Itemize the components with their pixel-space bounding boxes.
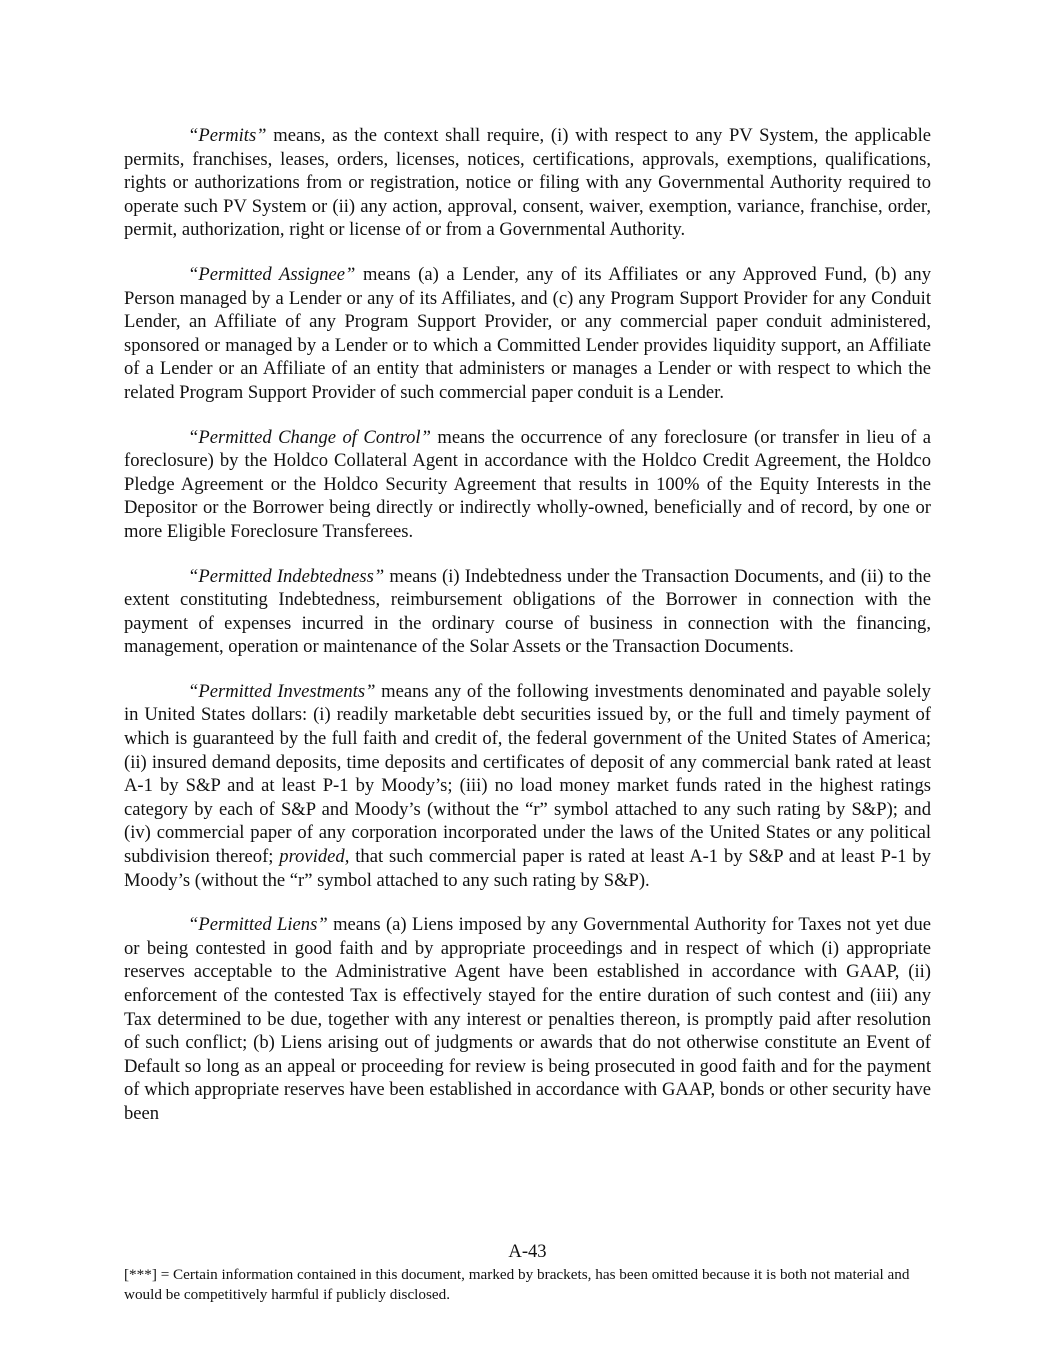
proviso-text: provided,	[279, 846, 350, 868]
definition-text: means (i) Indebtedness under the Transaction Documents, and (ii) to the extent constituting Indebtedness, reimbursement obligations of the Borrower in connection with the payment of expenses incurred in the ordinary course of business in connection with the financing, management, operation or maintenance of the Solar Assets or the Transaction Documents.	[124, 565, 931, 658]
defined-term: “Permitted Indebtedness”	[188, 565, 385, 587]
definition-text: means the occurrence of any foreclosure (or transfer in lieu of a foreclosure) by the Holdco Collateral Agent in accordance with the Holdco Credit Agreement, the Holdco Pledge Agreement or the Holdco Security Agreement that results in 100% of the Equity Interests in the Depositor or the Borrower being directly or indirectly wholly-owned, beneficially and of record, by one or more Eligible Foreclosure Transferees.	[124, 426, 931, 542]
definition-permits	[124, 124, 931, 242]
definition-permitted-liens	[124, 913, 931, 1125]
defined-term: “Permitted Liens”	[188, 914, 328, 936]
definition-permitted-investments	[124, 680, 931, 892]
definition-permitted-assignee	[124, 263, 931, 405]
definition-text-continued: that such commercial paper is rated at least A-1 by S&P and at least P-1 by Moody’s (without the “r” symbol attached to any such rating by S&P).	[124, 846, 931, 891]
defined-term: “Permitted Investments”	[188, 680, 376, 702]
redaction-footnote: [***] = Certain information contained in this document, marked by brackets, has been omitted because it is both not material and would be competitively harmful if publicly disclosed.	[124, 1266, 910, 1303]
definition-text: means, as the context shall require, (i) with respect to any PV System, the applicable permits, franchises, leases, orders, licenses, notices, certifications, approvals, exemptions, qualifications, rights or authorizations from or registration, notice or filing with any Governmental Authority required to operate such PV System or (ii) any action, approval, consent, waiver, exemption, variance, franchise, order, permit, authorization, right or license of or from a Governmental Authority.	[124, 125, 931, 241]
page-number: A-43	[508, 1241, 547, 1262]
definition-text: means any of the following investments denominated and payable solely in United States dollars: (i) readily marketable debt securities issued by, or the full and timely payment of which is guaranteed by the full faith and credit of, the federal government of the United States of America; (ii) insured demand deposits, time deposits and certificates of deposit of any commercial bank rated at least A-1 by S&P and at least P-1 by Moody’s; (iii) no load money market funds rated in the highest ratings category by each of S&P and Moody’s (without the “r” symbol attached to any such rating by S&P); and (iv) commercial paper of any corporation incorporated under the laws of the United States or any political subdivision thereof;	[124, 680, 931, 868]
definition-text: means (a) a Lender, any of its Affiliates or any Approved Fund, (b) any Person managed by a Lender or any of its Affiliates, and (c) any Program Support Provider for any Conduit Lender, an Affiliate of any Program Support Provider, or any commercial paper conduit administered, sponsored or managed by a Lender or to which a Committed Lender provides liquidity support, an Affiliate of a Lender or an Affiliate of an entity that administers or manages a Lender or with respect to which the related Program Support Provider of such commercial paper conduit is a Lender.	[124, 263, 931, 403]
definition-permitted-indebtedness	[124, 565, 931, 659]
definition-permitted-change-of-control	[124, 426, 931, 544]
defined-term: “Permitted Assignee”	[188, 263, 356, 285]
defined-term: “Permitted Change of Control”	[188, 426, 431, 448]
document-body	[124, 124, 931, 1147]
definition-text: means (a) Liens imposed by any Governmental Authority for Taxes not yet due or being contested in good faith and by appropriate proceedings and in respect of which (i) appropriate reserves acceptable to the Administrative Agent have been established in accordance with GAAP, (ii) enforcement of the contested Tax is effectively stayed for the entire duration of such contest and (iii) any Tax determined to be due, together with any interest or penalties thereon, is promptly paid after resolution of such conflict; (b) Liens arising out of judgments or awards that do not otherwise constitute an Event of Default so long as an appeal or proceeding for review is being prosecuted in good faith and for the payment of which appropriate reserves have been established in accordance with GAAP, bonds or other security have been	[124, 914, 931, 1124]
defined-term: “Permits”	[188, 125, 267, 146]
